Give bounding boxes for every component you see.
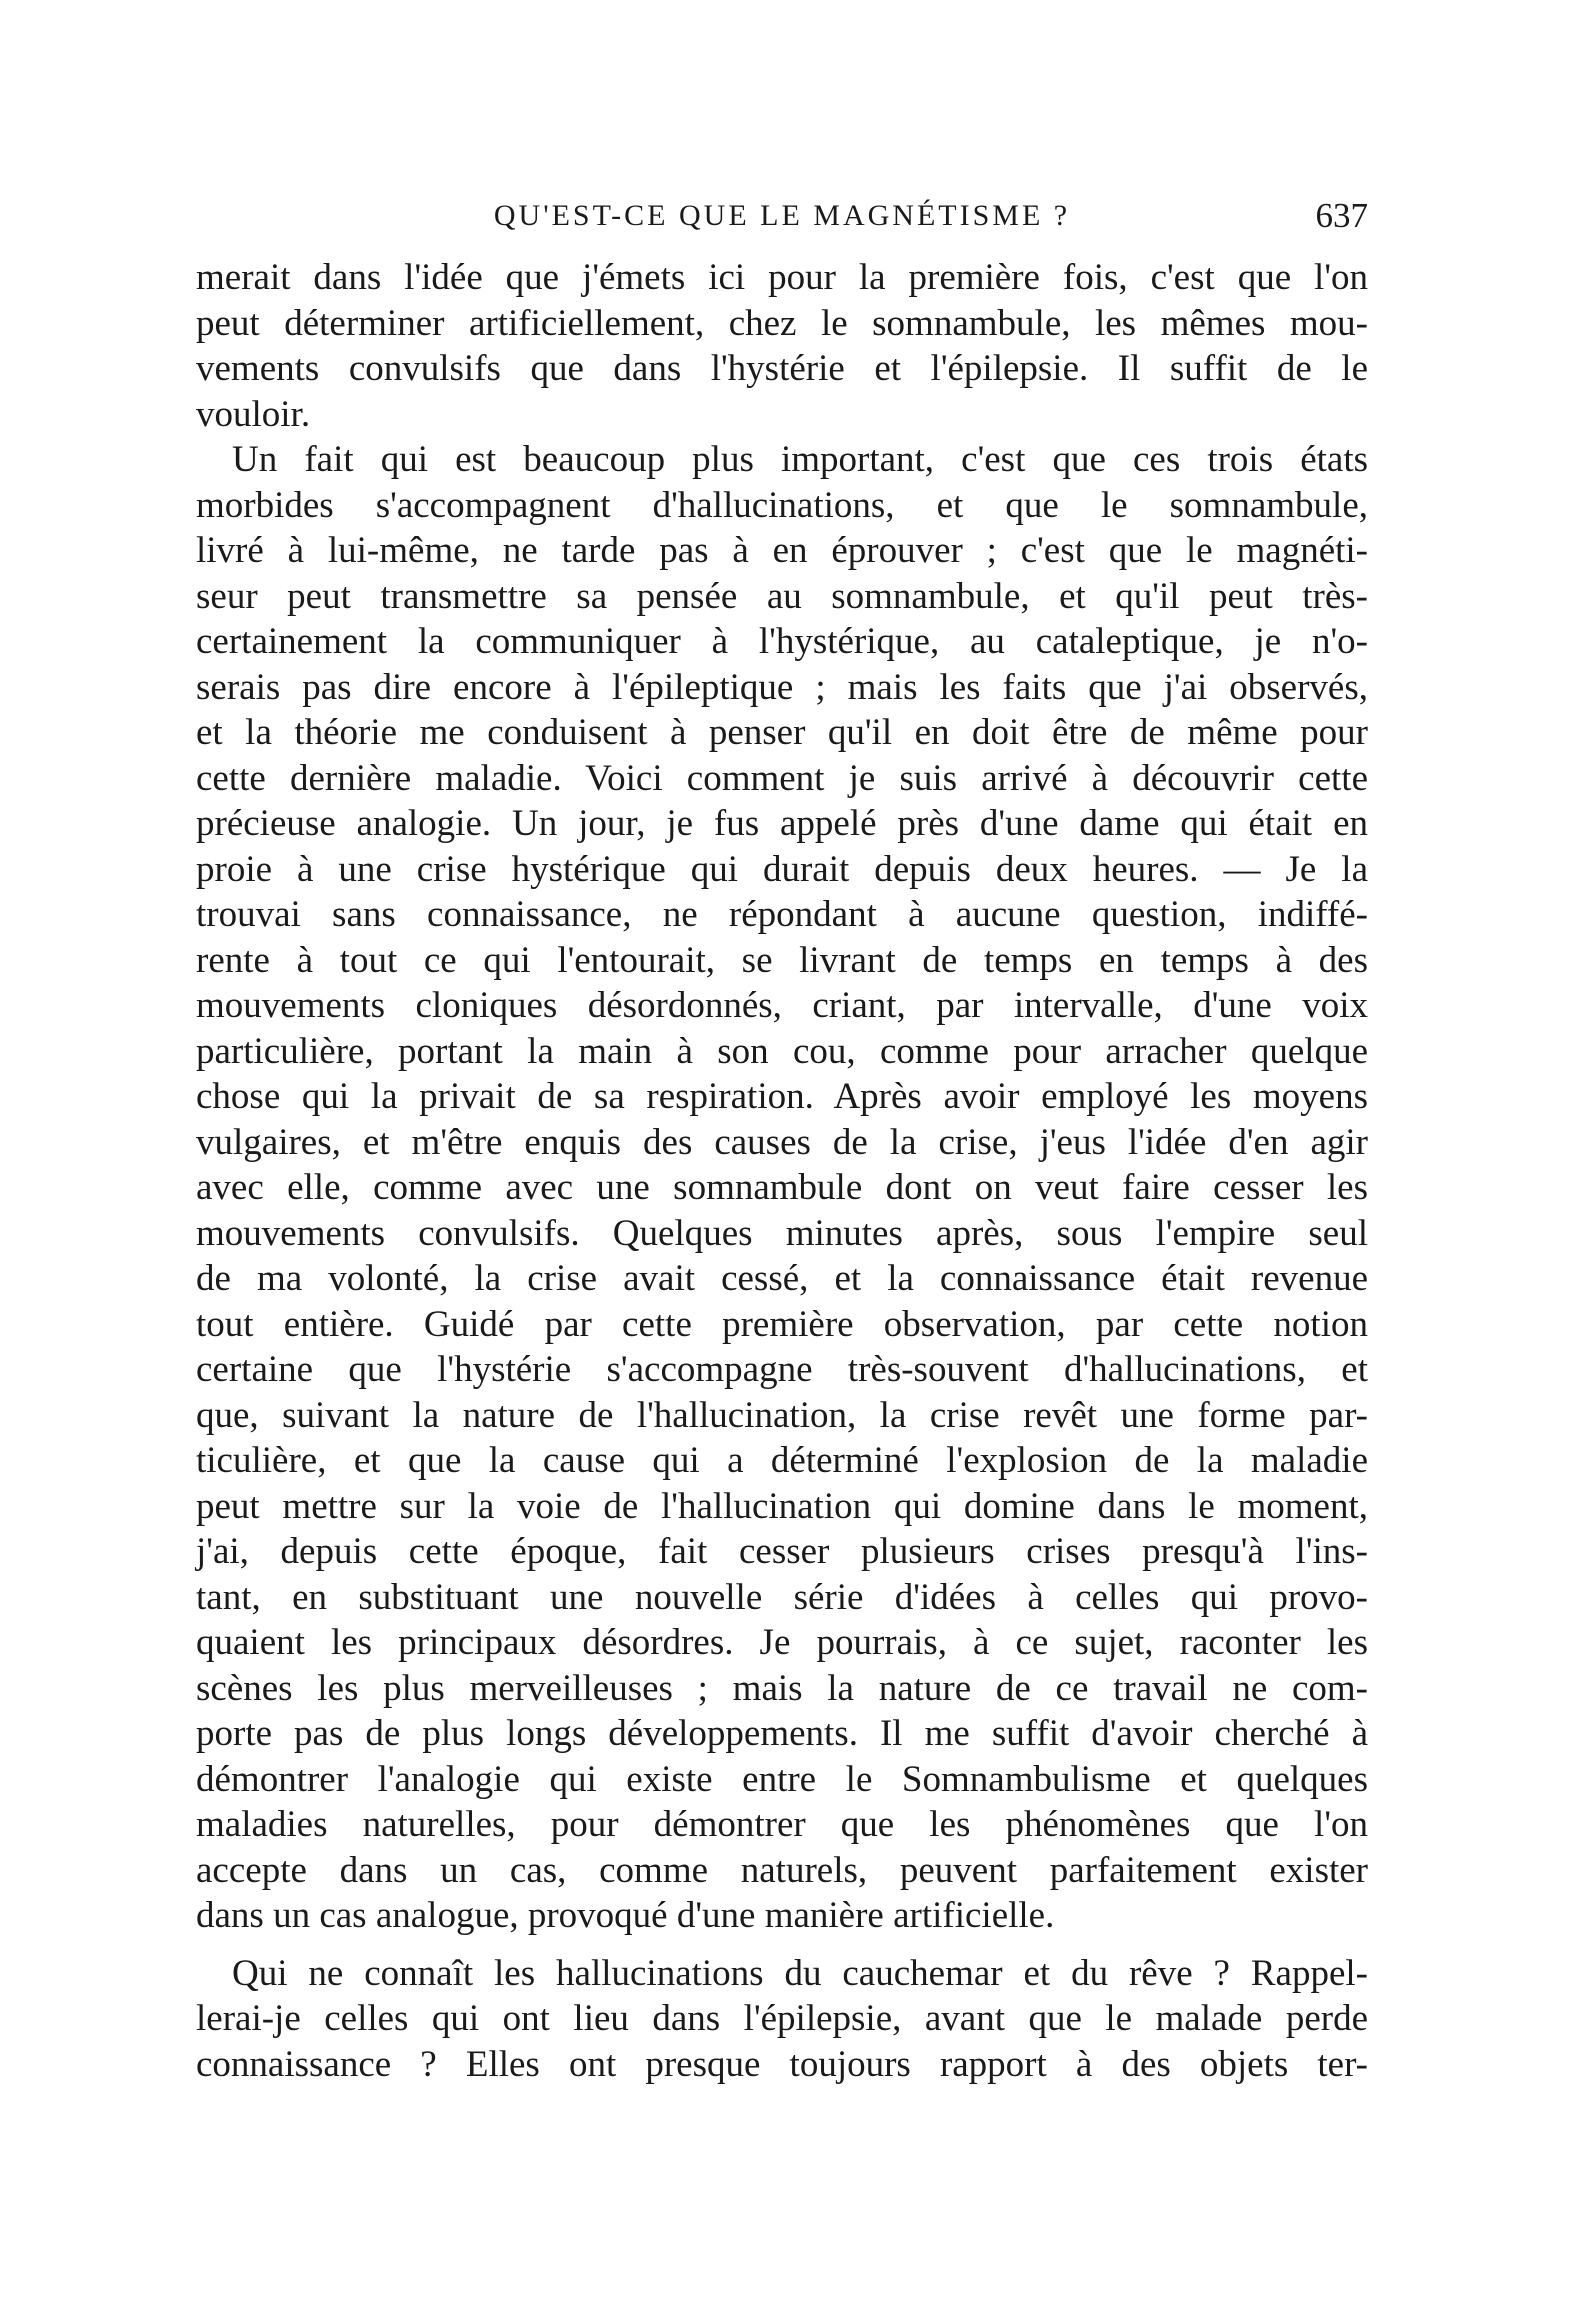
text-line: livré à lui-même, ne tarde pas à en éprouver ; c'est que le magnéti-: [196, 530, 1368, 571]
page-number: 637: [1315, 196, 1368, 235]
text-line: peut déterminer artificiellement, chez le somnambule, les mêmes mou-: [196, 302, 1368, 344]
text-line: quaient les principaux désordres. Je pourrais, à ce sujet, raconter les: [196, 1622, 1368, 1663]
text-line: vulgaires, et m'être enquis des causes de la crise, j'eus l'idée d'en agir: [196, 1121, 1368, 1163]
text-line: maladies naturelles, pour démontrer que les phénomènes que l'on: [196, 1804, 1368, 1845]
text-line: serais pas dire encore à l'épileptique ; mais les faits que j'ai observés,: [196, 666, 1368, 708]
text-line: tant, en substituant une nouvelle série d'idées à celles qui provo-: [196, 1576, 1368, 1618]
text-line: j'ai, depuis cette époque, fait cesser plusieurs crises presqu'à l'ins-: [196, 1531, 1368, 1572]
text-line: certaine que l'hystérie s'accompagne très-souvent d'hallucinations, et: [196, 1349, 1368, 1390]
paragraph: [196, 255, 1368, 437]
text-line: mouvements cloniques désordonnés, criant, par intervalle, d'une voix: [196, 985, 1368, 1026]
text-line: peut mettre sur la voie de l'hallucination qui domine dans le moment,: [196, 1485, 1368, 1527]
text-line: proie à une crise hystérique qui durait depuis deux heures. — Je la: [196, 848, 1368, 890]
running-head: [196, 196, 1368, 236]
text-line: Qui ne connaît les hallucinations du cauchemar et du rêve ? Rappel-: [232, 1952, 1368, 1994]
text-line: connaissance ? Elles ont presque toujours rapport à des objets ter-: [196, 2043, 1368, 2085]
text-line: morbides s'accompagnent d'hallucinations, et que le somnambule,: [196, 484, 1368, 526]
text-line: de ma volonté, la crise avait cessé, et la connaissance était revenue: [196, 1258, 1368, 1299]
paragraph: [196, 437, 1368, 1939]
text-line: accepte dans un cas, comme naturels, peuvent parfaitement exister: [196, 1849, 1368, 1891]
text-line: lerai-je celles qui ont lieu dans l'épilepsie, avant que le malade perde: [196, 1998, 1368, 2039]
text-line: Un fait qui est beaucoup plus important, c'est que ces trois états: [232, 439, 1368, 480]
text-line: seur peut transmettre sa pensée au somnambule, et qu'il peut très-: [196, 575, 1368, 617]
text-line: certainement la communiquer à l'hystérique, au cataleptique, je n'o-: [196, 621, 1368, 662]
text-line: rente à tout ce qui l'entourait, se livrant de temps en temps à des: [196, 939, 1368, 981]
text-line: et la théorie me conduisent à penser qu'il en doit être de même pour: [196, 712, 1368, 753]
text-line: dans un cas analogue, provoqué d'une manière artificielle.: [196, 1895, 1055, 1936]
text-line: scènes les plus merveilleuses ; mais la nature de ce travail ne com-: [196, 1667, 1368, 1709]
text-line: démontrer l'analogie qui existe entre le Somnambulisme et quelques: [196, 1758, 1368, 1800]
paragraph-spacer: [196, 1939, 1368, 1951]
text-line: merait dans l'idée que j'émets ici pour la première fois, c'est que l'on: [196, 257, 1368, 298]
body-text: [196, 255, 1368, 2087]
text-line: que, suivant la nature de l'hallucination, la crise revêt une forme par-: [196, 1394, 1368, 1436]
text-line: trouvai sans connaissance, ne répondant à aucune question, indiffé-: [196, 894, 1368, 935]
text-line: tout entière. Guidé par cette première observation, par cette notion: [196, 1303, 1368, 1345]
text-line: chose qui la privait de sa respiration. Après avoir employé les moyens: [196, 1076, 1368, 1117]
paragraph: [196, 1951, 1368, 2088]
text-line: porte pas de plus longs développements. Il me suffit d'avoir cherché à: [196, 1713, 1368, 1754]
text-line: vouloir.: [196, 393, 311, 435]
text-line: précieuse analogie. Un jour, je fus appelé près d'une dame qui était en: [196, 803, 1368, 844]
text-line: cette dernière maladie. Voici comment je suis arrivé à découvrir cette: [196, 757, 1368, 799]
text-line: ticulière, et que la cause qui a déterminé l'explosion de la maladie: [196, 1440, 1368, 1481]
text-line: mouvements convulsifs. Quelques minutes après, sous l'empire seul: [196, 1212, 1368, 1254]
text-line: particulière, portant la main à son cou, comme pour arracher quelque: [196, 1030, 1368, 1072]
text-line: avec elle, comme avec une somnambule dont on veut faire cesser les: [196, 1167, 1368, 1208]
text-line: vements convulsifs que dans l'hystérie et l'épilepsie. Il suffit de le: [196, 348, 1368, 389]
running-title: QU'EST-CE QUE LE MAGNÉTISME ?: [493, 199, 1071, 232]
